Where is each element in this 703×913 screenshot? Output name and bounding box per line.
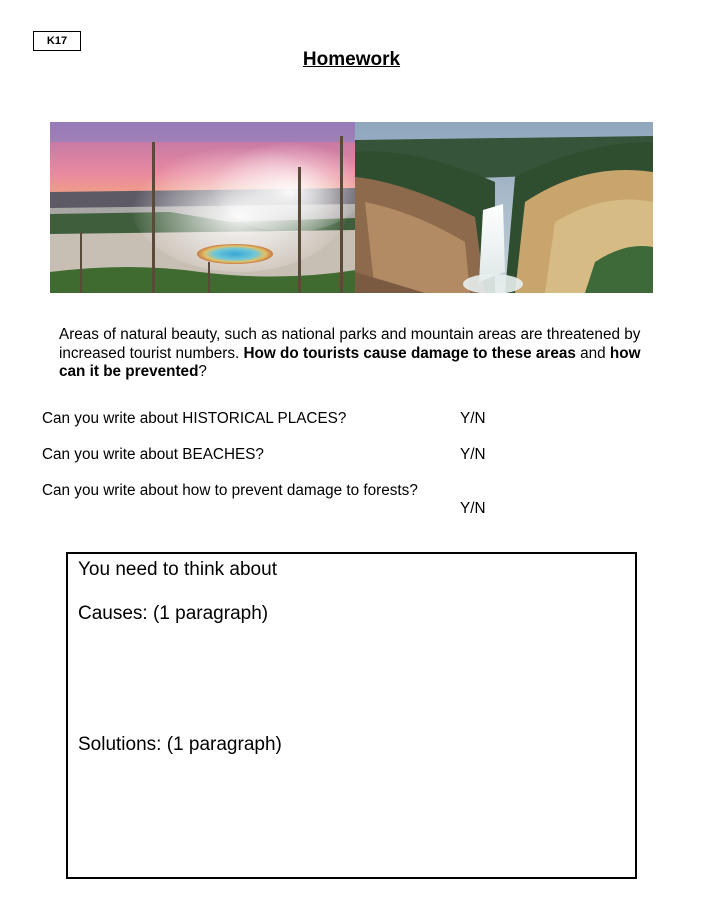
waterfall-canyon-photo [355, 122, 653, 293]
intro-text-2: and [575, 344, 610, 362]
intro-bold-question-2: how can it be prevented [59, 344, 641, 380]
intro-text-3: ? [198, 363, 207, 380]
worksheet-code-box [33, 31, 81, 51]
intro-paragraph [59, 326, 649, 382]
hot-spring-photo [50, 122, 356, 293]
causes-label: Causes: (1 paragraph) [78, 603, 269, 624]
writing-prompt-box [66, 552, 637, 879]
checklist-question-forests: Can you write about how to prevent damage to forests? [42, 482, 418, 499]
intro-bold-question-1: How do tourists cause damage to these areas [243, 344, 576, 362]
checklist-answer-forests: Y/N [460, 500, 486, 517]
page-title: Homework [302, 49, 401, 70]
checklist-question-historical: Can you write about HISTORICAL PLACES? [42, 410, 347, 427]
box-heading: You need to think about [78, 559, 277, 580]
checklist-answer-beaches: Y/N [460, 446, 486, 463]
worksheet-code: K17 [46, 35, 68, 47]
checklist-question-beaches: Can you write about BEACHES? [42, 446, 264, 463]
intro-text-1: Areas of natural beauty, such as national parks and mountain areas are threatened by increased tourist numbers. [59, 326, 641, 362]
solutions-label: Solutions: (1 paragraph) [78, 734, 282, 755]
checklist-answer-historical: Y/N [460, 410, 486, 427]
